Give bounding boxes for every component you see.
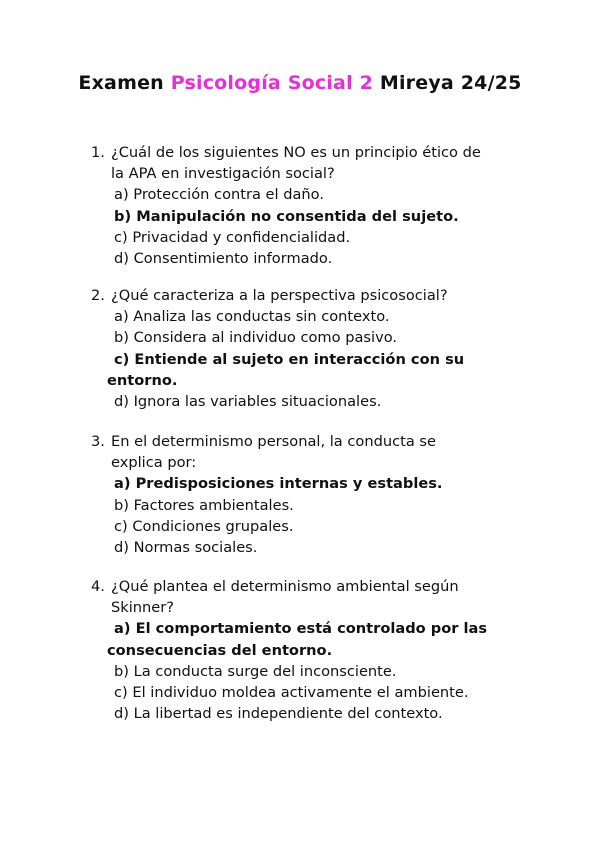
question-line: ¿Cuál de los siguientes NO es un principio ético de xyxy=(111,144,481,161)
option-c-correct xyxy=(92,349,542,391)
question-1 xyxy=(92,142,542,269)
option-d: d) La libertad es independiente del contexto. xyxy=(114,705,443,723)
question-line: la APA en investigación social? xyxy=(111,165,335,183)
question-4 xyxy=(92,576,542,724)
page-title xyxy=(0,72,600,94)
question-line: ¿Qué plantea el determinismo ambiental según xyxy=(111,578,459,595)
option-d: d) Normas sociales. xyxy=(114,539,258,557)
option-text: a) El comportamiento está controlado por las xyxy=(114,620,488,638)
option-text-continued: consecuencias del entorno. xyxy=(107,641,333,659)
option-b: b) La conducta surge del inconsciente. xyxy=(114,662,397,680)
option-b: b) Factores ambientales. xyxy=(114,496,294,514)
option-b: b) Considera al individuo como pasivo. xyxy=(114,329,398,347)
title-exam: Examen xyxy=(78,72,171,94)
option-text: c) Entiende al sujeto en interacción con su xyxy=(114,350,465,368)
option-a-correct xyxy=(92,618,542,660)
question-number: 4. xyxy=(91,578,105,595)
question-2 xyxy=(92,285,542,412)
option-a: a) Analiza las conductas sin contexto. xyxy=(114,308,390,326)
question-number: 2. xyxy=(91,287,105,304)
question-number: 3. xyxy=(91,433,105,450)
question-3-text xyxy=(92,431,542,473)
option-c: c) El individuo moldea activamente el ambiente. xyxy=(114,684,469,702)
question-3 xyxy=(92,431,542,558)
title-subject: Psicología Social 2 xyxy=(170,72,374,94)
question-line: En el determinismo personal, la conducta se xyxy=(111,433,436,450)
option-a-correct: a) Predisposiciones internas y estables. xyxy=(114,475,443,493)
question-4-text xyxy=(92,576,542,618)
question-line: ¿Qué caracteriza a la perspectiva psicosocial? xyxy=(111,287,448,304)
option-a: a) Protección contra el daño. xyxy=(114,186,324,204)
question-line: Skinner? xyxy=(111,599,174,617)
option-c: c) Condiciones grupales. xyxy=(114,517,294,535)
option-d: d) Consentimiento informado. xyxy=(114,250,333,268)
question-number: 1. xyxy=(91,144,105,161)
option-d: d) Ignora las variables situacionales. xyxy=(114,393,382,411)
question-2-text xyxy=(92,285,542,306)
option-b-correct: b) Manipulación no consentida del sujeto. xyxy=(114,207,459,225)
question-1-text xyxy=(92,142,542,184)
question-line: explica por: xyxy=(111,454,197,472)
option-text-continued: entorno. xyxy=(107,371,178,389)
option-c: c) Privacidad y confidencialidad. xyxy=(114,228,351,246)
title-author-year: Mireya 24/25 xyxy=(373,72,522,94)
